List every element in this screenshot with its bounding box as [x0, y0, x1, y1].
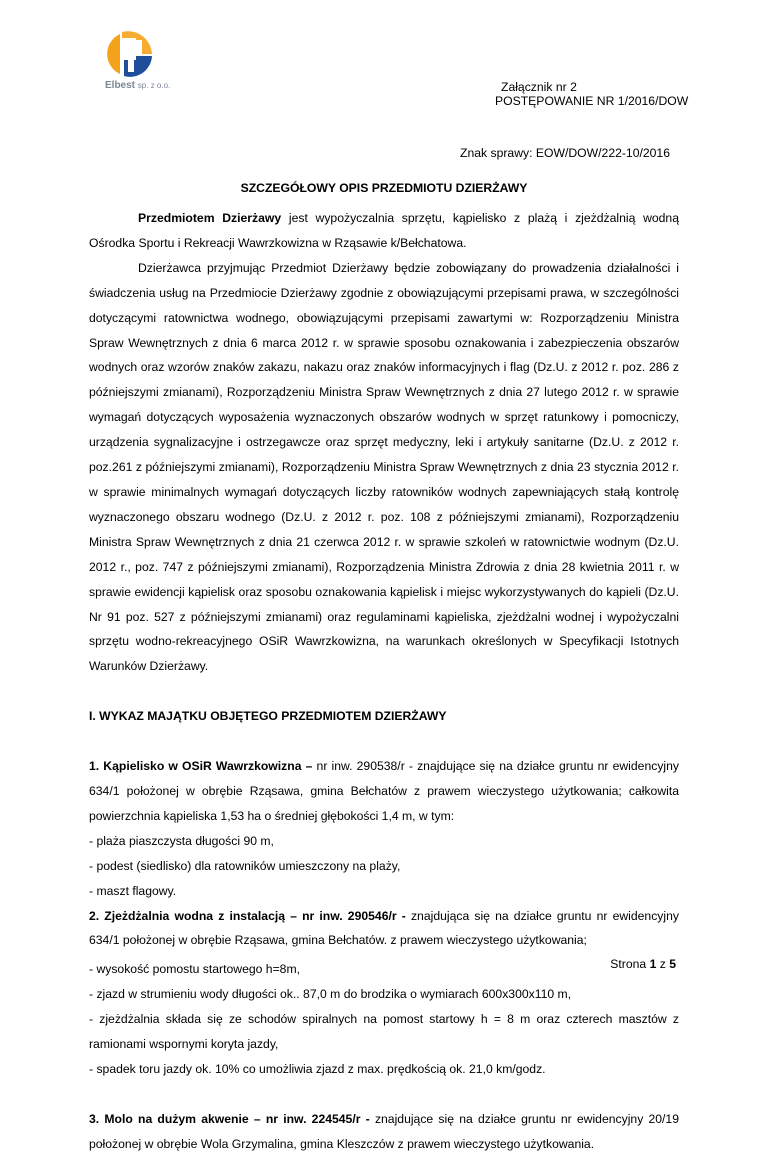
page-current: 1 — [649, 957, 657, 971]
section-heading: I. WYKAZ MAJĄTKU OBJĘTEGO PRZEDMIOTEM DZIERŻAWY — [89, 709, 447, 724]
annex-label: Załącznik nr 2 — [501, 80, 577, 94]
item-2-title: 2. Zjeżdżalnia wodna z instalacją – nr inw. 290546/r - — [89, 908, 406, 923]
item-2 — [89, 904, 679, 954]
page-of: z — [659, 957, 666, 971]
document-title: SZCZEGÓŁOWY OPIS PRZEDMIOTU DZIERŻAWY — [240, 181, 528, 195]
item-1 — [89, 754, 679, 829]
page-label: Strona — [610, 957, 647, 971]
item-1-line: - podest (siedlisko) dla ratowników umieszczony na plaży, — [89, 858, 401, 873]
document-body — [89, 206, 679, 1157]
item-3-text: znajdujące się na działce gruntu nr ewidencyjny 20/19 położonej w obrębie Wola Grzymalina, gmina Kleszczów z prawem wieczystego użytkowania. — [89, 1111, 679, 1151]
item-2-line: - zjazd w strumieniu wody długości ok.. 87,0 m do brodzika o wymiarach 600x300x110 m, — [89, 987, 572, 1002]
case-number: Znak sprawy: EOW/DOW/222-10/2016 — [460, 146, 670, 160]
regulations-paragraph: Dzierżawca przyjmując Przedmiot Dzierżawy będzie zobowiązany do prowadzenia działalności i świadczenia usług na Przedmiocie Dzierżawy zgodnie z obowiązującymi przepisami prawa, w szczególności dotyczącymi ratownictwa wodnego, obowiązującymi przepisami zawartymi w: Rozporządzeniu Ministra Spraw Wewnętrznych z dnia 6 marca 2012 r. w sprawie sposobu oznakowania i zabezpieczenia obszarów wodnych oraz wzorów znaków zakazu, nakazu oraz znaków informacyjnych i flag (Dz.U. z 2012 r. poz. 286 z późniejszymi zmianami), Rozporządzeniu Ministra Spraw Wewnętrznych z dnia 27 lutego 2012 r. w sprawie wymagań dotyczących wyposażenia wyznaczonych obszarów wodnych w sprzęt ratunkowy i pomocniczy, urządzenia sygnalizacyjne i ostrzegawcze oraz sprzęt medyczny, leki i artykuły sanitarne (Dz.U. z 2012 r. poz.261 z późniejszymi zmianami), Rozporządzeniu Ministra Spraw Wewnętrznych z dnia 23 stycznia 2012 r. w sprawie minimalnych wymagań dotyczących liczby ratowników wodnych zapewniających stałą kontrolę wyznaczonego obszaru wodnego (Dz.U. z 2012 r. poz. 108 z późniejszymi zmianami), Rozporządzeniu Ministra Spraw Wewnętrznych z dnia 21 czerwca 2012 r. w sprawie szkoleń w ratownictwie wodnym (Dz.U. 2012 r., poz. 747 z późniejszymi zmianami), Rozporządzenia Ministra Zdrowia z dnia 28 kwietnia 2011 r. w sprawie ewidencji kąpielisk oraz sposobu oznakowania kąpielisk i miejsc wykorzystywanych do kąpieli (Dz.U. Nr 91 poz. 527 z późniejszymi zmianami) oraz regulaminami kąpieliska, zjeżdżalni wodnej i wypożyczalni sprzętu wodno-rekreacyjnego OSiR Wawrzkowizna, na warunkach określonych w Specyfikacji Istotnych Warunków Dzierżawy. — [89, 260, 679, 674]
intro-text: jest wypożyczalnia sprzętu, kąpielisko z plażą i zjeżdżalnią wodną Ośrodka Sportu i Rekreacji Wawrzkowizna w Rząsawie k/Bełchatowa. — [89, 211, 679, 250]
item-3-title: 3. Molo na dużym akwenie – nr inw. 224545/r - — [89, 1111, 370, 1126]
company-logo — [106, 28, 186, 103]
proceeding-number: POSTĘPOWANIE NR 1/2016/DOW — [495, 94, 689, 108]
item-1-title: 1. Kąpielisko w OSiR Wawrzkowizna – — [89, 759, 313, 774]
header-block — [495, 80, 688, 108]
item-1-text: nr inw. 290538/r - znajdujące się na działce gruntu nr ewidencyjny 634/1 położonej w obrębie Rząsawa, gmina Bełchatów z prawem wieczystego użytkowania; całkowita powierzchnia kąpieliska 1,53 ha o średniej głębokości 1,4 m, w tym: — [89, 759, 679, 823]
logo-suffix: sp. z o.o. — [137, 81, 171, 90]
item-2-line: - wysokość pomostu startowego h=8m, — [89, 962, 301, 977]
page-number — [610, 957, 676, 971]
item-2-line: - spadek toru jazdy ok. 10% co umożliwia zjazd z max. prędkością ok. 21,0 km/godz. — [89, 1062, 546, 1076]
intro-paragraph — [89, 206, 679, 256]
page-total: 5 — [669, 957, 676, 971]
item-3 — [89, 1107, 679, 1157]
logo-name: Elbest — [105, 80, 136, 91]
item-2-text: znajdująca się na działce gruntu nr ewidencyjny 634/1 położonej w obrębie Rząsawa, gmina Bełchatów. z prawem wieczystego użytkowania; — [89, 908, 679, 948]
item-1-line: - maszt flagowy. — [89, 883, 177, 898]
intro-bold: Przedmiotem Dzierżawy — [138, 211, 282, 225]
item-1-line: - plaża piaszczysta długości 90 m, — [89, 833, 274, 848]
item-2-line: - zjeżdżalnia składa się ze schodów spiralnych na pomost startowy h = 8 m oraz czterech masztów z ramionami wspornymi koryta jazdy, — [89, 1012, 679, 1052]
logo-wordmark — [105, 80, 170, 91]
